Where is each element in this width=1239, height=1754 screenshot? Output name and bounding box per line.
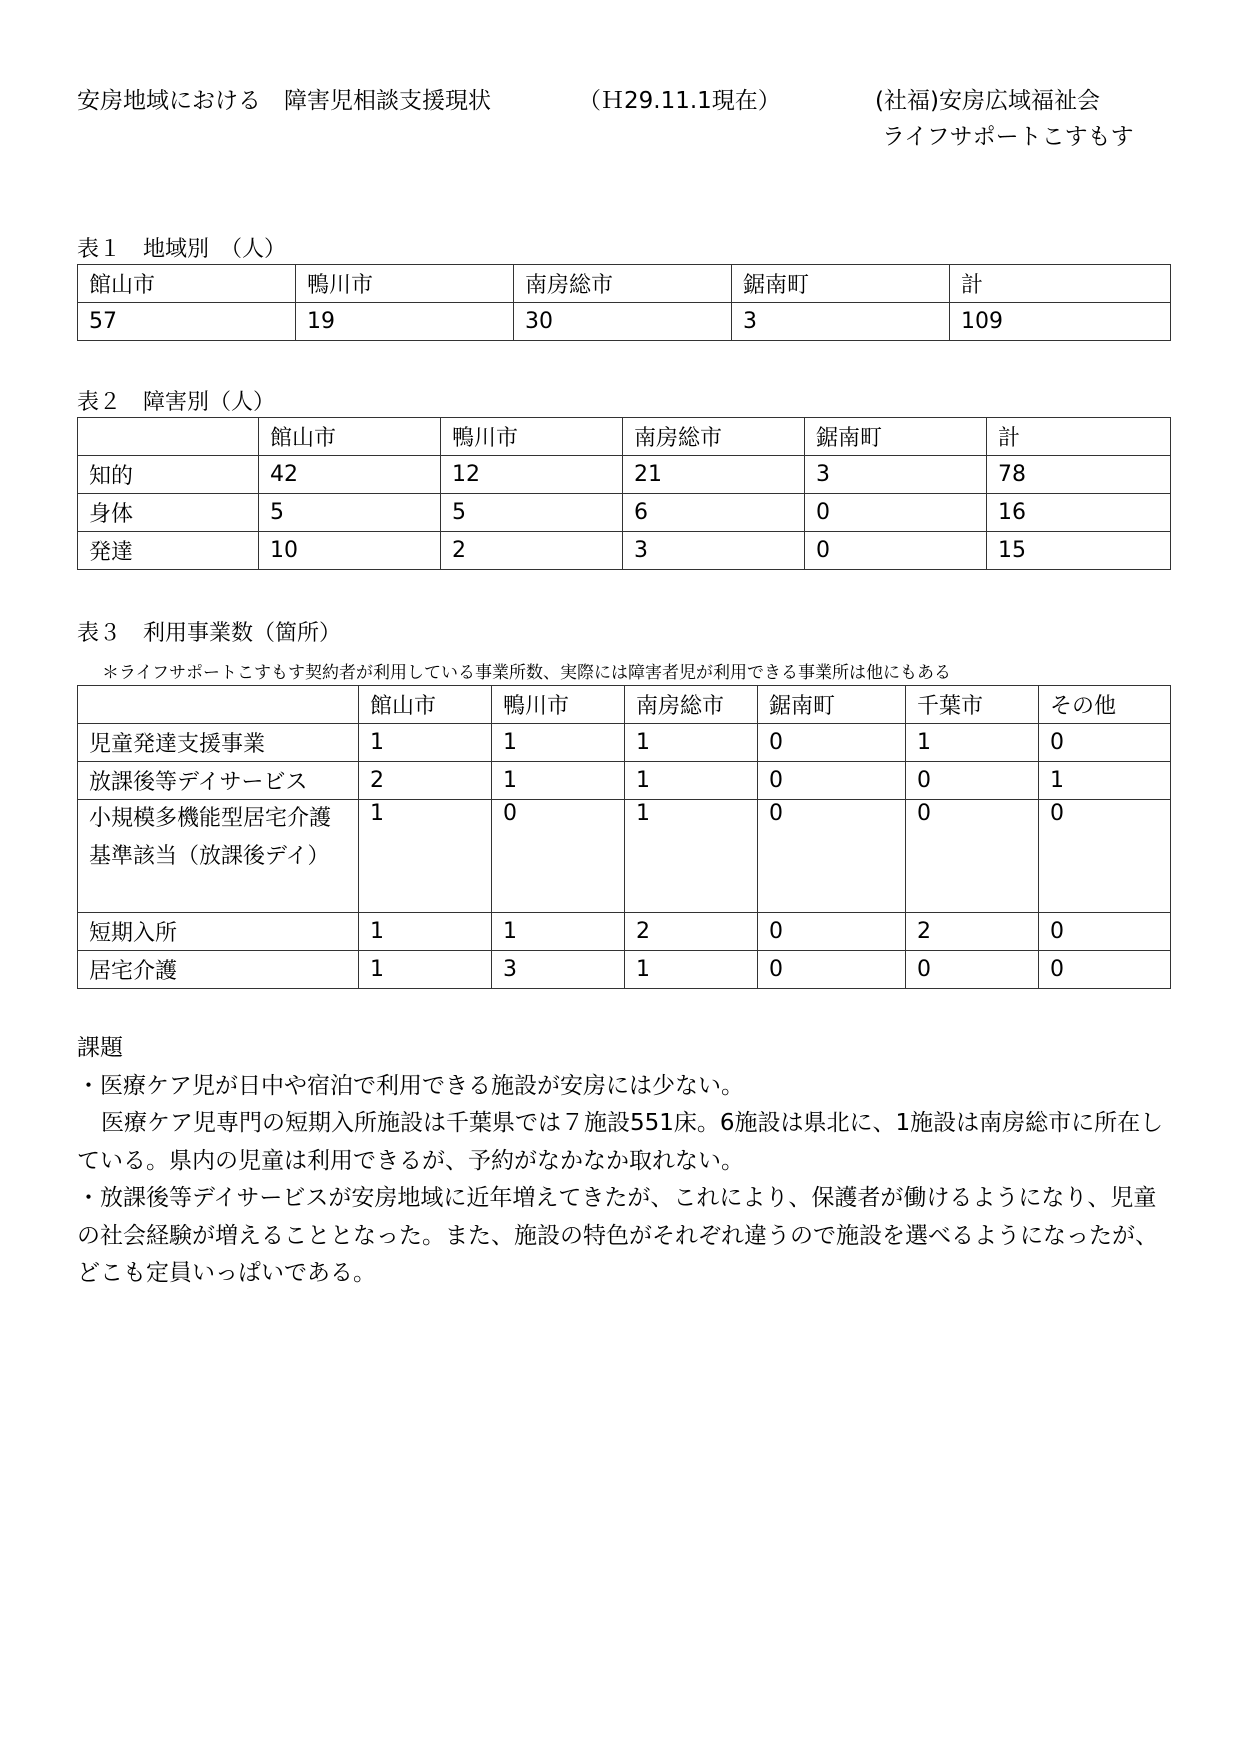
table-cell: 1 bbox=[625, 951, 758, 989]
table-cell: 1 bbox=[359, 951, 492, 989]
organization-subname: ライフサポートこすもす bbox=[882, 124, 1134, 150]
table-row bbox=[78, 913, 1171, 951]
table-header-cell: 鋸南町 bbox=[758, 686, 906, 724]
table-row bbox=[78, 303, 1171, 341]
table-cell: 1 bbox=[1039, 762, 1171, 800]
table3-caption: 表３ 利用事業数（箇所） bbox=[77, 621, 342, 646]
table-cell: 3 bbox=[805, 456, 987, 494]
table-cell: 5 bbox=[441, 494, 623, 532]
table-cell: 3 bbox=[623, 532, 805, 570]
table-header-cell: 鴨川市 bbox=[296, 265, 514, 303]
table-cell: 1 bbox=[492, 762, 625, 800]
table1-caption: 表１ 地域別 （人） bbox=[77, 237, 287, 262]
table-cell: 30 bbox=[514, 303, 732, 341]
table-cell: 1 bbox=[359, 724, 492, 762]
table-cell: 1 bbox=[625, 800, 758, 913]
table-header-cell: 鴨川市 bbox=[492, 686, 625, 724]
table-cell: 2 bbox=[625, 913, 758, 951]
table-header-cell: 館山市 bbox=[359, 686, 492, 724]
table-cell: 12 bbox=[441, 456, 623, 494]
table-header-cell: 南房総市 bbox=[625, 686, 758, 724]
row-label: 発達 bbox=[78, 532, 259, 570]
table-header-cell bbox=[78, 418, 259, 456]
table-cell: 0 bbox=[758, 724, 906, 762]
table-cell: 0 bbox=[758, 762, 906, 800]
table-cell: 0 bbox=[758, 951, 906, 989]
table-header-row bbox=[78, 418, 1171, 456]
table-cell: 19 bbox=[296, 303, 514, 341]
row-label: 身体 bbox=[78, 494, 259, 532]
table-cell: 1 bbox=[359, 800, 492, 913]
table-cell: 15 bbox=[987, 532, 1171, 570]
table-header-cell: 館山市 bbox=[259, 418, 441, 456]
row-label: 知的 bbox=[78, 456, 259, 494]
table-cell: 6 bbox=[623, 494, 805, 532]
table-cell: 78 bbox=[987, 456, 1171, 494]
table-cell: 2 bbox=[359, 762, 492, 800]
document-title: 安房地域における 障害児相談支援現状 bbox=[77, 88, 491, 114]
table-cell: 0 bbox=[906, 762, 1039, 800]
table-cell: 0 bbox=[906, 951, 1039, 989]
table-header-cell: その他 bbox=[1039, 686, 1171, 724]
table-cell: 0 bbox=[1039, 800, 1171, 913]
table-cell: 0 bbox=[805, 494, 987, 532]
table-header-cell: 鋸南町 bbox=[805, 418, 987, 456]
table-header-cell: 千葉市 bbox=[906, 686, 1039, 724]
table-header-cell: 鴨川市 bbox=[441, 418, 623, 456]
table-cell: 5 bbox=[259, 494, 441, 532]
table-cell: 16 bbox=[987, 494, 1171, 532]
table-header-cell: 計 bbox=[987, 418, 1171, 456]
table-cell: 2 bbox=[906, 913, 1039, 951]
table-row bbox=[78, 532, 1171, 570]
table-header-cell: 計 bbox=[950, 265, 1171, 303]
table-cell: 21 bbox=[623, 456, 805, 494]
table-row bbox=[78, 494, 1171, 532]
table-cell: 42 bbox=[259, 456, 441, 494]
table-cell: 0 bbox=[805, 532, 987, 570]
table-by-service bbox=[77, 685, 1171, 989]
table-cell: 1 bbox=[492, 724, 625, 762]
table-cell: 109 bbox=[950, 303, 1171, 341]
issues-heading: 課題 bbox=[77, 1035, 123, 1061]
table-header-cell: 鋸南町 bbox=[732, 265, 950, 303]
issues-paragraph: ・医療ケア児が日中や宿泊で利用できる施設が安房には少ない。 bbox=[77, 1072, 744, 1099]
issues-section bbox=[77, 1030, 1177, 1293]
document-date: （Ｈ29.11.1現在） bbox=[578, 88, 781, 114]
table-cell: 1 bbox=[359, 913, 492, 951]
table-cell: 0 bbox=[1039, 913, 1171, 951]
table-header-cell: 南房総市 bbox=[514, 265, 732, 303]
table-cell: 0 bbox=[492, 800, 625, 913]
table-cell: 0 bbox=[1039, 724, 1171, 762]
table-row bbox=[78, 951, 1171, 989]
table-cell: 1 bbox=[625, 724, 758, 762]
table-cell: 57 bbox=[78, 303, 296, 341]
table-row bbox=[78, 456, 1171, 494]
row-label: 居宅介護 bbox=[78, 951, 359, 989]
table-header-cell: 館山市 bbox=[78, 265, 296, 303]
table-row bbox=[78, 800, 1171, 913]
table-cell: 1 bbox=[625, 762, 758, 800]
table-by-disability bbox=[77, 417, 1171, 570]
table-header-cell: 南房総市 bbox=[623, 418, 805, 456]
table-cell: 1 bbox=[906, 724, 1039, 762]
table-cell: 0 bbox=[906, 800, 1039, 913]
row-label: 放課後等デイサービス bbox=[78, 762, 359, 800]
row-label: 児童発達支援事業 bbox=[78, 724, 359, 762]
table-header-row bbox=[78, 686, 1171, 724]
table-header-row bbox=[78, 265, 1171, 303]
table-cell: 0 bbox=[1039, 951, 1171, 989]
table-cell: 1 bbox=[492, 913, 625, 951]
table-cell: 2 bbox=[441, 532, 623, 570]
issues-paragraph: 医療ケア児専門の短期入所施設は千葉県では７施設551床。6施設は県北に、1施設は南房総市に所在している。県内の児童は利用できるが、予約がなかなか取れない。 bbox=[77, 1110, 1164, 1174]
table-cell: 10 bbox=[259, 532, 441, 570]
table-row bbox=[78, 724, 1171, 762]
row-label: 小規模多機能型居宅介護基準該当（放課後デイ） bbox=[78, 800, 359, 913]
organization-name: (社福)安房広域福祉会 bbox=[875, 88, 1100, 114]
table-header-cell bbox=[78, 686, 359, 724]
row-label: 短期入所 bbox=[78, 913, 359, 951]
table-cell: 3 bbox=[492, 951, 625, 989]
table-cell: 0 bbox=[758, 913, 906, 951]
table-cell: 3 bbox=[732, 303, 950, 341]
issues-paragraph: ・放課後等デイサービスが安房地域に近年増えてきたが、これにより、保護者が働けるようになり、児童の社会経験が増えることとなった。また、施設の特色がそれぞれ違うので施設を選べるようになったが、どこも定員いっぱいである。 bbox=[77, 1185, 1158, 1286]
table-by-region bbox=[77, 264, 1171, 341]
table-cell: 0 bbox=[758, 800, 906, 913]
table2-caption: 表２ 障害別（人） bbox=[77, 390, 276, 415]
table3-note: ＊ライフサポートこすもす契約者が利用している事業所数、実際には障害者児が利用できる事業所は他にもある bbox=[102, 663, 951, 683]
table-row bbox=[78, 762, 1171, 800]
